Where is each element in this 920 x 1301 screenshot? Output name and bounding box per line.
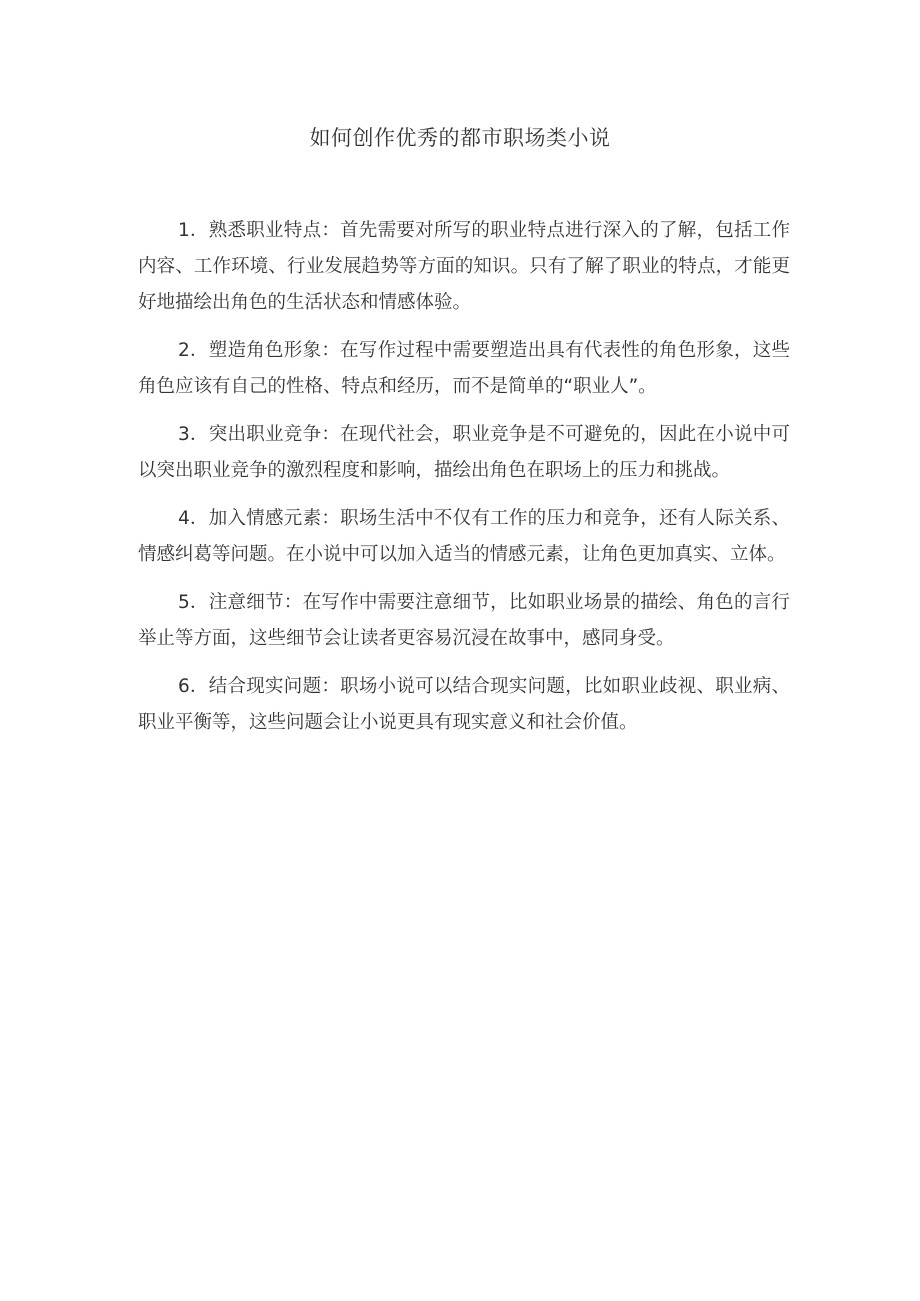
document-body xyxy=(138,213,790,753)
paragraph-1: 1．熟悉职业特点：首先需要对所写的职业特点进行深入的了解，包括工作内容、工作环境、行业发展趋势等方面的知识。只有了解了职业的特点，才能更好地描绘出角色的生活状态和情感体验。 xyxy=(138,220,790,313)
paragraph-4: 4．加入情感元素：职场生活中不仅有工作的压力和竞争，还有人际关系、情感纠葛等问题。在小说中可以加入适当的情感元素，让角色更加真实、立体。 xyxy=(138,508,790,565)
paragraph-5: 5．注意细节：在写作中需要注意细节，比如职业场景的描绘、角色的言行举止等方面，这些细节会让读者更容易沉浸在故事中，感同身受。 xyxy=(138,592,790,649)
paragraph-3: 3．突出职业竞争：在现代社会，职业竞争是不可避免的，因此在小说中可以突出职业竞争的激烈程度和影响，描绘出角色在职场上的压力和挑战。 xyxy=(138,424,790,481)
paragraph-6: 6．结合现实问题：职场小说可以结合现实问题，比如职业歧视、职业病、职业平衡等，这些问题会让小说更具有现实意义和社会价值。 xyxy=(138,676,790,733)
document-title: 如何创作优秀的都市职场类小说 xyxy=(309,126,611,150)
paragraph-2: 2．塑造角色形象：在写作过程中需要塑造出具有代表性的角色形象，这些角色应该有自己的性格、特点和经历，而不是简单的“职业人”。 xyxy=(138,340,790,397)
